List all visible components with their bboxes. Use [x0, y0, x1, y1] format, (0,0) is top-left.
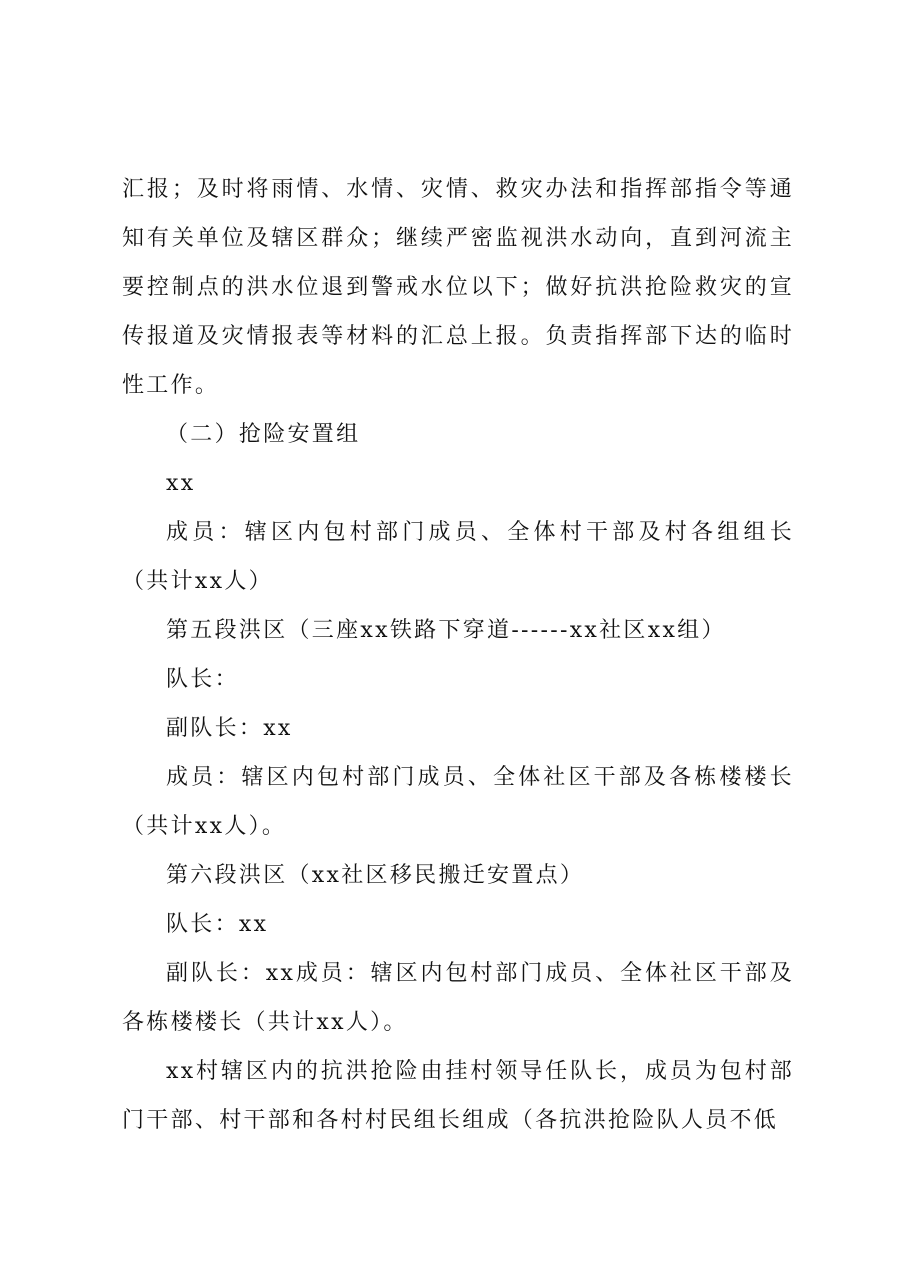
paragraph-continuation: 汇报；及时将雨情、水情、灾情、救灾办法和指挥部指令等通知有关单位及辖区群众；继续严密监视洪水动向，直到河流主要控制点的洪水位退到警戒水位以下；做好抗洪抢险救灾的宣传报道及灾情报表等材料的汇总上报。负责指挥部下达的临时性工作。 — [122, 177, 794, 398]
document-body — [122, 165, 794, 1145]
paragraph: xx村辖区内的抗洪抢险由挂村领导任队长，成员为包村部门干部、村干部和各村村民组长组成（各抗洪抢险队人员不低 — [122, 1059, 794, 1133]
paragraph: 第五段洪区（三座xx铁路下穿道------xx社区xx组） — [166, 618, 726, 643]
paragraph: 第六段洪区（xx社区移民搬迁安置点） — [166, 863, 585, 888]
paragraph: 副队长：xx成员：辖区内包村部门成员、全体社区干部及各栋楼楼长（共计xx人）。 — [122, 961, 794, 1035]
paragraph: 成员：辖区内包村部门成员、全体社区干部及各栋楼楼长（共计xx人）。 — [122, 765, 794, 839]
paragraph: 队长：xx — [166, 912, 269, 937]
paragraph: 队长： — [166, 667, 239, 692]
paragraph: 副队长：xx — [166, 716, 293, 741]
section-heading: （二）抢险安置组 — [166, 422, 361, 447]
paragraph: xx — [166, 471, 196, 496]
paragraph: 成员：辖区内包村部门成员、全体村干部及村各组组长（共计xx人） — [122, 520, 794, 594]
